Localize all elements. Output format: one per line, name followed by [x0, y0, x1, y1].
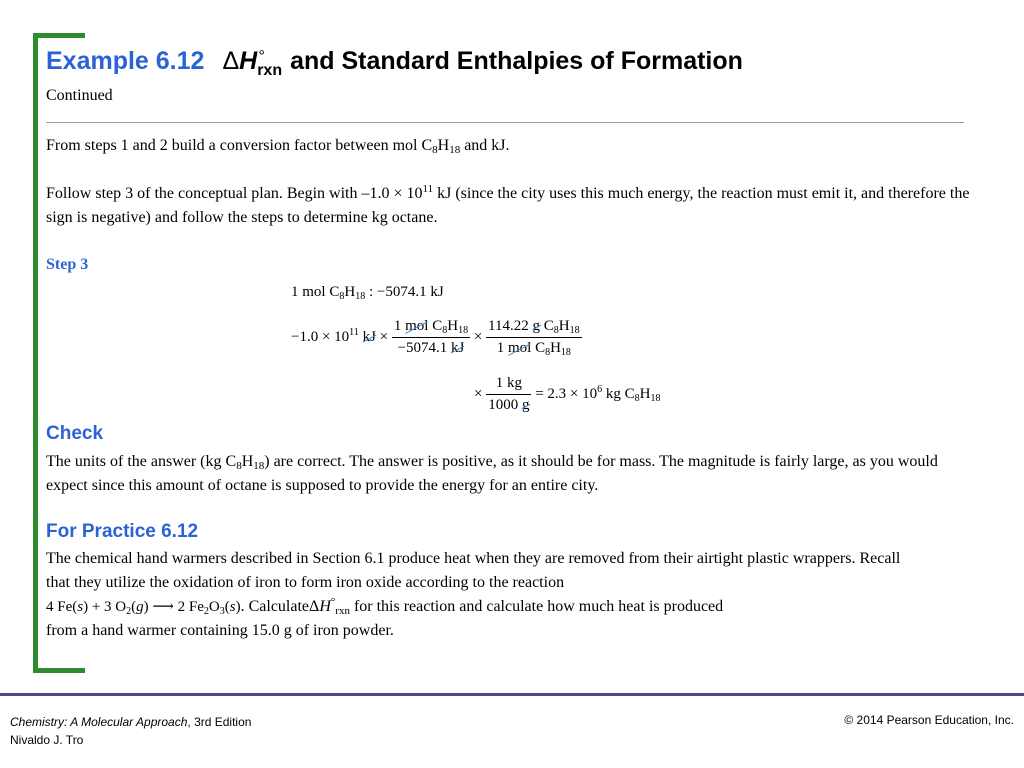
practice-reaction-line: 4 Fe(s) + 3 $O_2(g)$ ⟶ 2 $Fe_2O_3(s)$. CalculateΔH°$_{rxn}$ for this reaction and calculate how much heat is produced — [46, 596, 724, 617]
title-divider — [46, 122, 964, 123]
slide-bracket-vertical — [33, 33, 38, 673]
iron-oxidation-equation: 4 Fe(s) + 3 $O_2(g)$ ⟶ 2 $Fe_2O_3(s)$ — [46, 599, 241, 617]
practice-heading: For Practice 6.12 — [46, 521, 199, 542]
check-paragraph: The units of the answer (kg $C_8H_{18}$) are correct. The answer is positive, as it should be for mass. The magnitude is fairly large, as you would expect since this amount of octane is supposed to provide the energy for an entire city. — [46, 453, 938, 494]
practice-paragraph-end: from a hand warmer containing 15.0 g of iron powder. — [46, 622, 394, 639]
slide-bracket-top — [33, 33, 85, 38]
paragraph-conversion-factor: From steps 1 and 2 build a conversion factor between mol $C_8H_{18}$ and kJ. — [46, 137, 510, 156]
fraction-kg-per-g: $\frac{1 kg}{1000 g}$ — [488, 375, 530, 413]
footer-divider — [0, 693, 1024, 696]
book-author: Nivaldo J. Tro — [10, 733, 84, 747]
practice-paragraph: The chemical hand warmers described in Section 6.1 produce heat when they are removed from their airtight plastic wrappers. Recall that they utilize the oxidation of iron to form iron oxide according to the reaction — [46, 550, 901, 591]
equation-conversion-factor: 1 mol $C_8H_{18}$ : −5074.1 kJ — [291, 284, 444, 302]
title-example-number: Example 6.12 — [46, 47, 205, 75]
slide-subtitle: Continued — [46, 87, 113, 104]
equation-result: × $\frac{1 kg}{1000 g}$ = $2.3 \times 10^6$ kg $C_8H_{18}$ — [474, 375, 661, 413]
book-edition: , 3rd Edition — [187, 715, 252, 729]
slide-title — [46, 42, 743, 84]
equation-dimensional-analysis: $-1.0 \times 10^{11}$ kJ × $\frac{1 mol C_8H_{18}}{-5074.1 kJ}$ × $\frac{114.22 g C_8H_{18}}{1 mol C_8H_{18}}$ — [291, 318, 580, 358]
fraction-mol-per-kj: $\frac{1 mol C_8H_{18}}{-5074.1 kJ}$ — [393, 318, 469, 356]
footer-book-info — [10, 713, 251, 749]
slide-bracket-bottom — [33, 668, 85, 673]
paragraph-conceptual-plan: Follow step 3 of the conceptual plan. Begin with $-1.0 \times 10^{11}$ kJ (since the city uses this much energy, the reaction must emit it, and therefore the sign is negative) and follow the steps to determine kg octane. — [46, 183, 970, 226]
step-label: Step 3 — [46, 256, 89, 273]
title-delta-h-symbol: ΔH ° $_{rxn}$ — [222, 47, 283, 79]
book-title: Chemistry: A Molecular Approach — [10, 715, 188, 729]
fraction-grams-per-mol: $\frac{114.22 g C_8H_{18}}{1 mol C_8H_{18}}$ — [488, 318, 580, 358]
title-text: and Standard Enthalpies of Formation — [290, 47, 743, 75]
check-heading: Check — [46, 423, 104, 444]
footer-copyright: © 2014 Pearson Education, Inc. — [844, 713, 1014, 727]
